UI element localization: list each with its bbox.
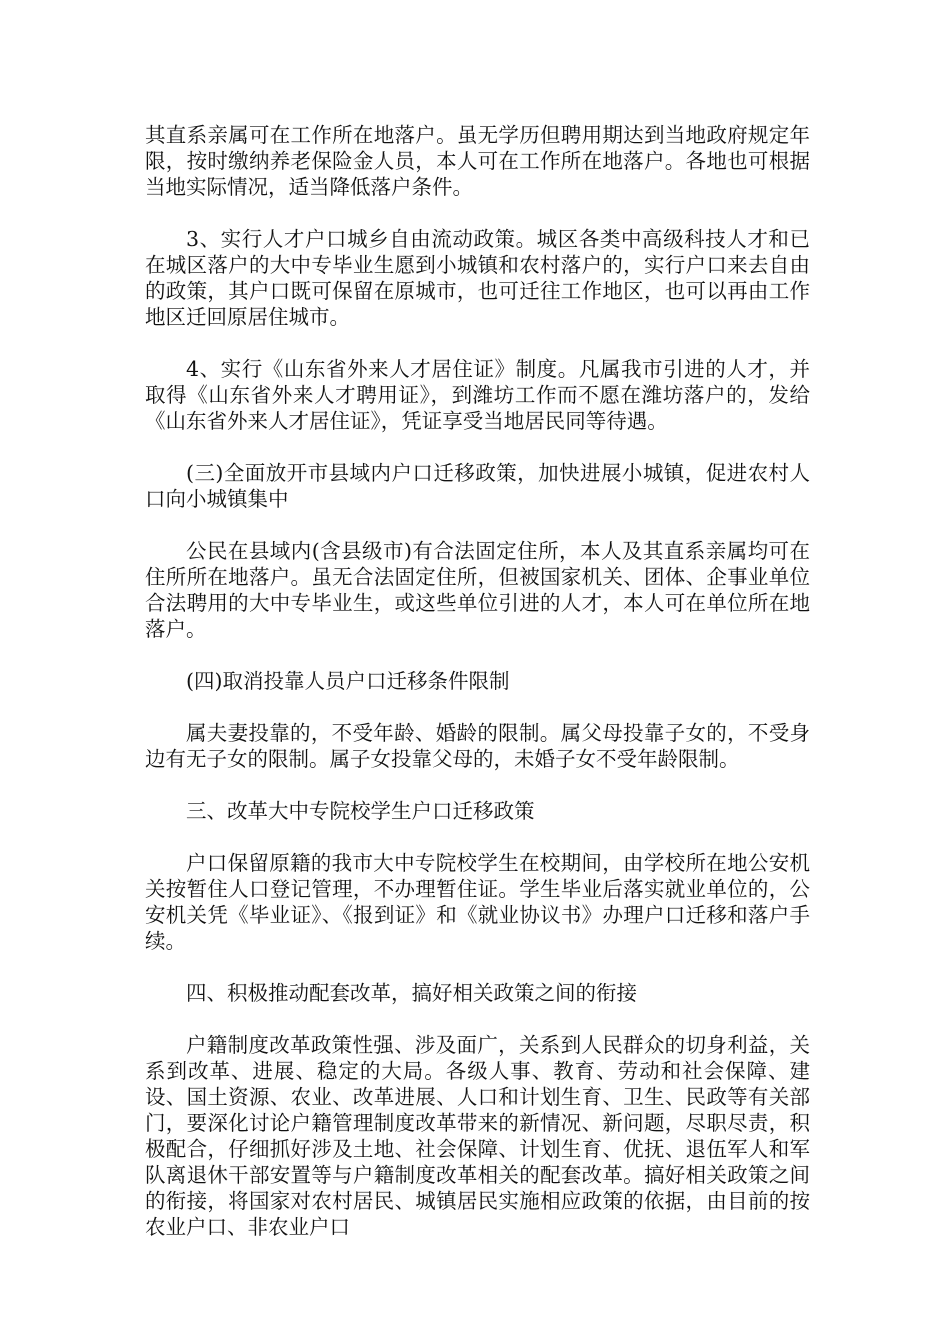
chapter-heading-3: 三、改革大中专院校学生户口迁移政策: [186, 799, 535, 823]
section-heading-4: (四)取消投靠人员户口迁移条件限制: [186, 669, 510, 693]
paragraph-dependents: 属夫妻投靠的，不受年龄、婚龄的限制。属父母投靠子女的，不受身边有无子女的限制。属子女投靠父母的，未婚子女不受年龄限制。: [145, 721, 810, 771]
section-heading-3: (三)全面放开市县域内户口迁移政策，加快进展小城镇，促进农村人口向小城镇集中: [145, 461, 810, 511]
paragraph-item-4: 4、实行《山东省外来人才居住证》制度。凡属我市引进的人才，并取得《山东省外来人才聘用证》，到潍坊工作而不愿在潍坊落户的，发给《山东省外来人才居住证》，凭证享受当地居民同等待遇。: [145, 357, 810, 433]
paragraph-continuation: 其直系亲属可在工作所在地落户。虽无学历但聘用期达到当地政府规定年限，按时缴纳养老保险金人员，本人可在工作所在地落户。各地也可根据当地实际情况，适当降低落户条件。: [145, 123, 810, 199]
paragraph-students: 户口保留原籍的我市大中专院校学生在校期间，由学校所在地公安机关按暂住人口登记管理，不办理暂住证。学生毕业后落实就业单位的，公安机关凭《毕业证》、《报到证》和《就业协议书》办理户口迁移和落户手续。: [145, 851, 810, 953]
document-page: [145, 122, 810, 1266]
paragraph-item-3: 3、实行人才户口城乡自由流动政策。城区各类中高级科技人才和已在城区落户的大中专毕业生愿到小城镇和农村落户的，实行户口来去自由的政策，其户口既可保留在原城市，也可迁往工作地区，也可以再由工作地区迁回原居住城市。: [145, 227, 810, 329]
chapter-heading-4: 四、积极推动配套改革，搞好相关政策之间的衔接: [186, 981, 637, 1005]
paragraph-supporting-reforms: 户籍制度改革政策性强、涉及面广，关系到人民群众的切身利益，关系到改革、进展、稳定的大局。各级人事、教育、劳动和社会保障、建设、国土资源、农业、改革进展、人口和计划生育、卫生、民政等有关部门，要深化讨论户籍管理制度改革带来的新情况、新问题，尽职尽责，积极配合，仔细抓好涉及土地、社会保障、计划生育、优抚、退伍军人和军队离退休干部安置等与户籍制度改革相关的配套改革。搞好相关政策之间的衔接，将国家对农村居民、城镇居民实施相应政策的依据，由目前的按农业户口、非农业户口: [145, 1033, 810, 1239]
paragraph-county-residence: 公民在县域内(含县级市)有合法固定住所，本人及其直系亲属均可在住所所在地落户。虽无合法固定住所，但被国家机关、团体、企事业单位合法聘用的大中专毕业生，或这些单位引进的人才，本人可在单位所在地落户。: [145, 539, 810, 641]
